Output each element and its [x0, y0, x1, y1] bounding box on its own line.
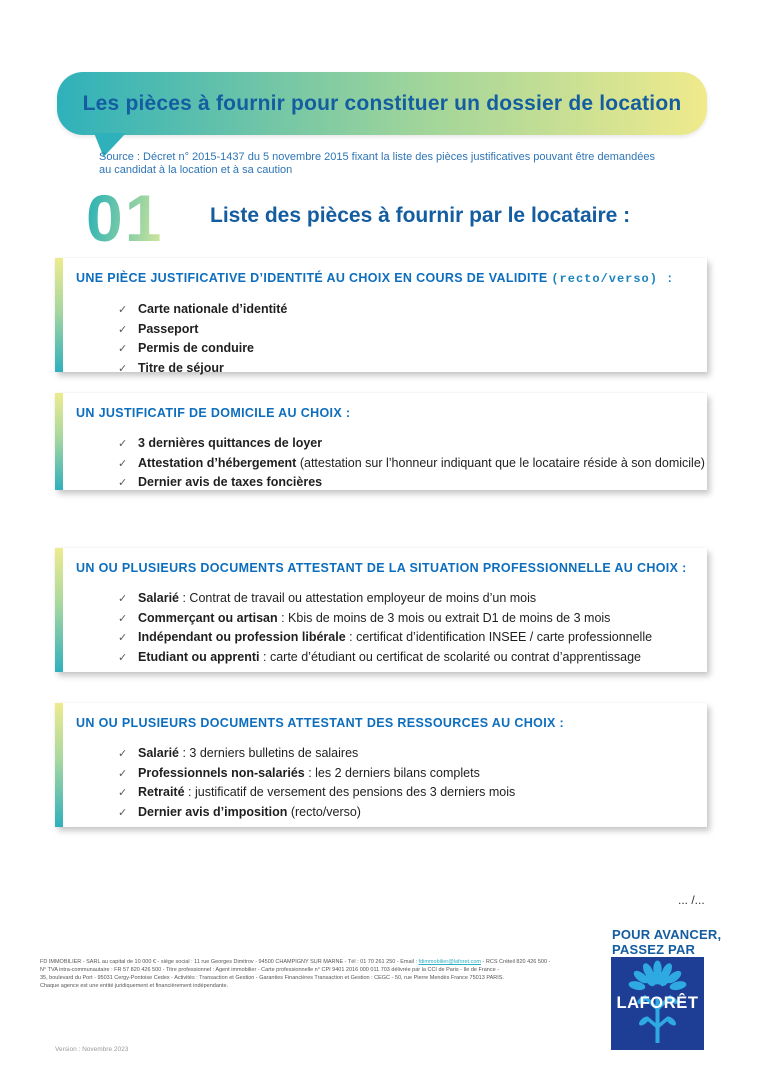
recto-verso-suffix: (recto/verso) : — [551, 272, 675, 286]
list-item: ✓ Indépendant ou profession libérale : certificat d’identification INSEE / carte professionnelle — [118, 628, 707, 648]
document-list — [55, 589, 707, 667]
list-item: ✓ Passeport — [118, 320, 707, 340]
step-title: Liste des pièces à fournir par le locataire : — [210, 204, 631, 227]
page-title: Les pièces à fournir pour constituer un dossier de location — [82, 91, 682, 115]
check-icon: ✓ — [118, 651, 128, 664]
check-icon: ✓ — [118, 477, 128, 489]
legal-notice — [40, 958, 600, 990]
section-heading-text: UN JUSTIFICATIF DE DOMICILE AU CHOIX : — [76, 406, 351, 420]
check-icon: ✓ — [118, 612, 128, 625]
source-line-1: Source : Décret n° 2015-1437 du 5 novembre 2015 fixant la liste des pièces justificatives pouvant être demandées — [99, 151, 655, 163]
list-item: ✓ Salarié : 3 derniers bulletins de salaires — [118, 744, 707, 764]
list-item: ✓ Professionnels non-salariés : les 2 derniers bilans complets — [118, 764, 707, 784]
slogan-line-1: POUR AVANCER, — [612, 927, 722, 942]
check-icon: ✓ — [118, 806, 128, 819]
list-item: ✓ Permis de conduire — [118, 339, 707, 359]
section-card-identity — [55, 258, 707, 375]
document-list — [55, 434, 707, 493]
legal-line-4: Chaque agence est une entité juridiquement et financièrement indépendante. — [40, 983, 229, 989]
section-heading — [55, 258, 707, 286]
email-link[interactable]: fdimmobilier@laforet.com — [418, 959, 481, 965]
section-heading-text: UNE PIÈCE JUSTIFICATIVE D’IDENTITÉ AU CHOIX EN COURS DE VALIDITE — [76, 271, 552, 285]
list-item: ✓ Commerçant ou artisan : Kbis de moins de 3 mois ou extrait D1 de moins de 3 mois — [118, 609, 707, 629]
section-card-ressources — [55, 703, 707, 827]
legal-line-3: 35, boulevard du Port - 95031 Cergy-Pontoise Cedex - Activités : Transaction et Gestion - Garanties Financières Transaction et Gestion : CEGC - 50, rue Pierre Mendès France 75013 PARIS. — [40, 975, 504, 981]
laforet-logo — [611, 957, 704, 1050]
check-icon: ✓ — [118, 593, 128, 605]
legal-line-2: N° TVA intra-communautaire : FR 57 820 426 500 - Titre professionnel : Agent immobilier - Carte professionnelle n° CPI 9401 2016 000 011 703 délivrée par la CCI de Paris - Ile de France - — [40, 967, 499, 973]
logo-wordmark: LAFORÊT — [616, 994, 699, 1012]
version-label: Version : Novembre 2023 — [55, 1046, 129, 1053]
section-heading — [55, 393, 707, 420]
check-icon: ✓ — [118, 632, 128, 644]
source-line-2: au candidat à la location et à sa caution — [99, 163, 293, 176]
list-item: ✓ Carte nationale d’identité — [118, 300, 707, 320]
section-card-domicile — [55, 393, 707, 490]
slogan-line-2: PASSEZ PAR — [612, 942, 696, 957]
check-icon: ✓ — [118, 748, 128, 760]
gradient-accent-bar — [55, 703, 63, 827]
check-icon: ✓ — [118, 323, 128, 336]
check-icon: ✓ — [118, 787, 128, 799]
section-card-situation-professionnelle — [55, 548, 707, 672]
source-note — [99, 151, 724, 176]
check-icon: ✓ — [118, 362, 128, 375]
title-banner — [57, 72, 707, 135]
list-item: ✓ Etudiant ou apprenti : carte d’étudiant ou certificat de scolarité ou contrat d’apprentissage — [118, 648, 707, 668]
section-heading-text: UN OU PLUSIEURS DOCUMENTS ATTESTANT DES RESSOURCES AU CHOIX : — [76, 716, 565, 730]
check-icon: ✓ — [118, 457, 128, 470]
check-icon: ✓ — [118, 767, 128, 780]
list-item: ✓ 3 dernières quittances de loyer — [118, 434, 707, 454]
gradient-accent-bar — [55, 258, 63, 372]
gradient-accent-bar — [55, 393, 63, 490]
brand-slogan — [612, 927, 721, 957]
document-list — [55, 300, 707, 378]
list-item: ✓ Retraité : justificatif de versement des pensions des 3 derniers mois — [118, 783, 707, 803]
page-continuation-mark: ... /... — [678, 893, 705, 907]
list-item: ✓ Attestation d’hébergement (attestation sur l’honneur indiquant que le locataire réside à son domicile) — [118, 454, 707, 474]
document-list — [55, 744, 707, 822]
section-heading — [55, 703, 707, 730]
check-icon: ✓ — [118, 304, 128, 316]
legal-line-1: FD IMMOBILIER - SARL au capital de 10 000 € - siège social : 11 rue Georges Dimitrov - 94500 CHAMPIGNY SUR MARNE - Tél : 01 70 261 250 - Email : fdimmobilier@laforet.com - RCS Créteil 820 426 500 - — [40, 959, 551, 965]
section-heading-text: UN OU PLUSIEURS DOCUMENTS ATTESTANT DE LA SITUATION PROFESSIONNELLE AU CHOIX : — [76, 561, 687, 575]
list-item: ✓ Dernier avis d’imposition (recto/verso) — [118, 803, 707, 823]
list-item: ✓ Salarié : Contrat de travail ou attestation employeur de moins d’un mois — [118, 589, 707, 609]
check-icon: ✓ — [118, 438, 128, 450]
step-number: 01 — [86, 181, 164, 255]
check-icon: ✓ — [118, 343, 128, 355]
gradient-accent-bar — [55, 548, 63, 672]
list-item: ✓ Dernier avis de taxes foncières — [118, 473, 707, 493]
list-item: ✓ Titre de séjour — [118, 359, 707, 379]
section-heading — [55, 548, 707, 575]
